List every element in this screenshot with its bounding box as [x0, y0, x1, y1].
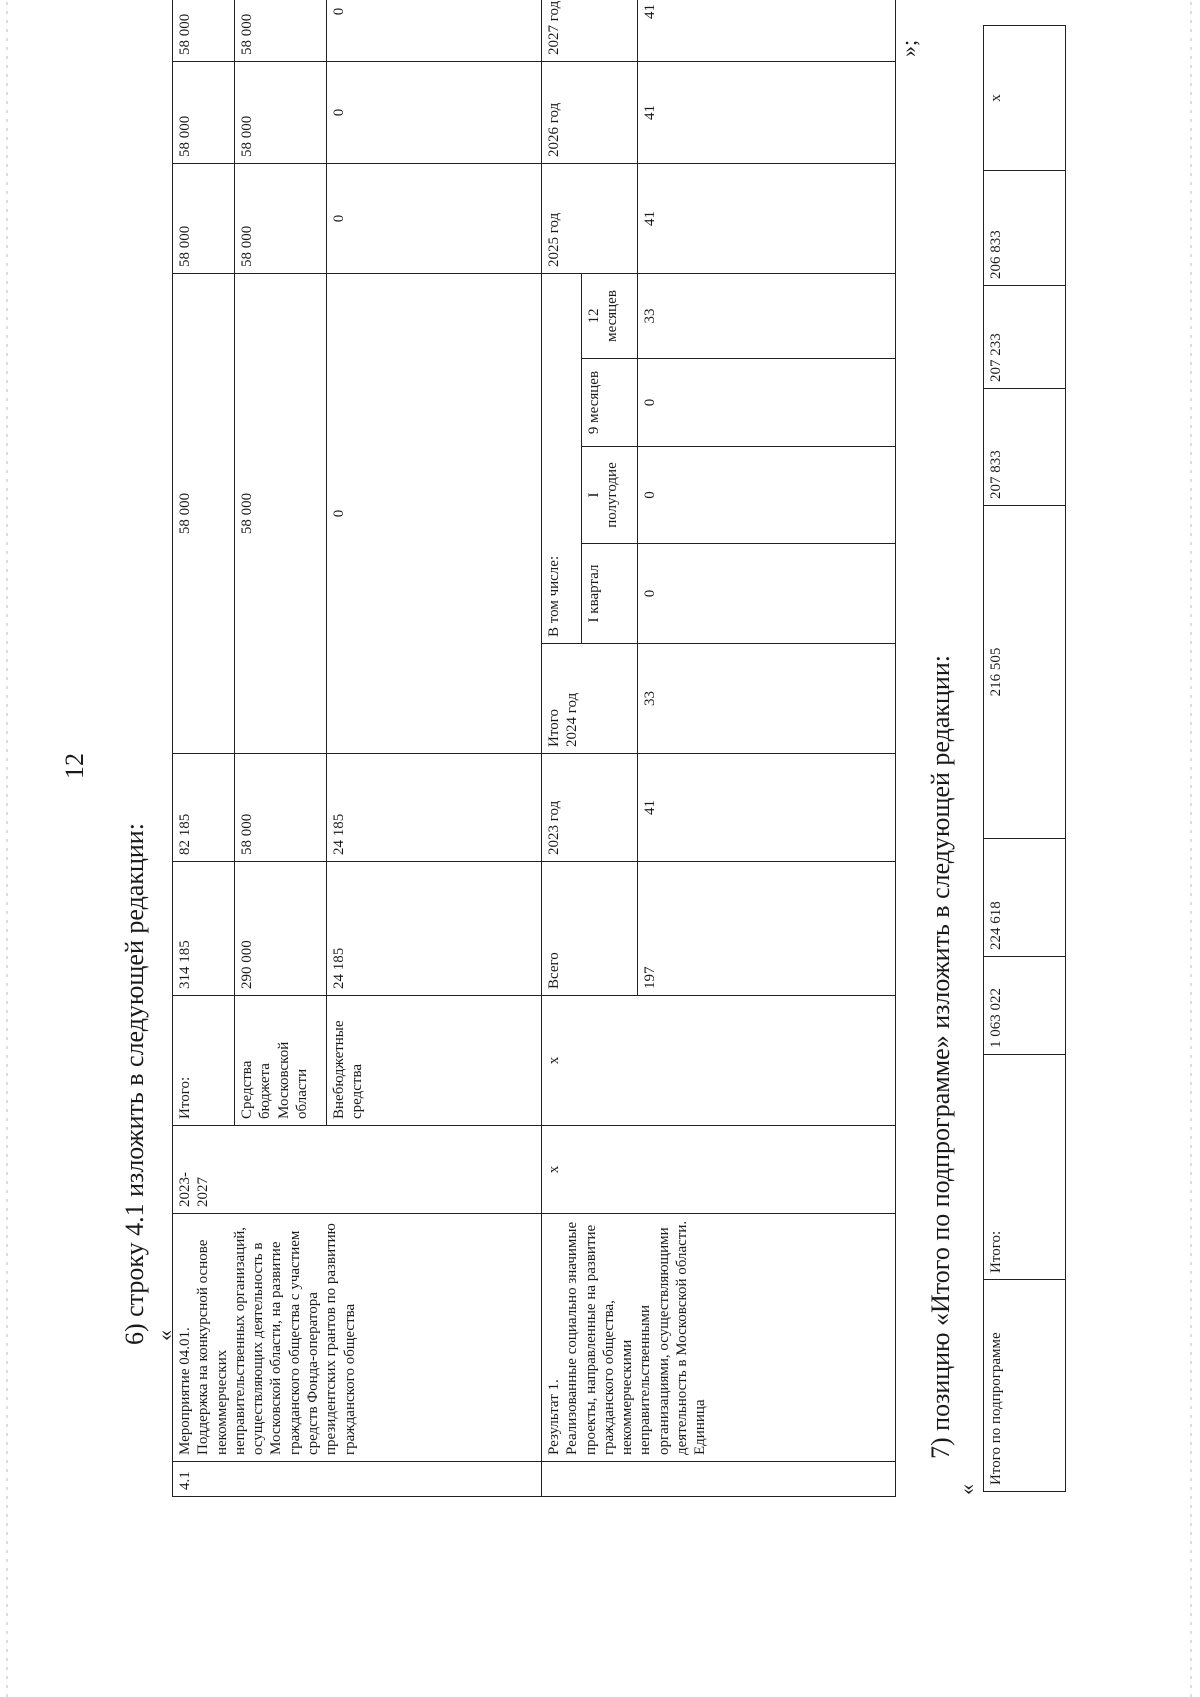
source-budget-2026: 58 000: [235, 61, 327, 163]
subprogram-2027: 206 833: [984, 171, 1066, 286]
section7-open-quote: «: [954, 1484, 979, 1495]
result1-period: х: [542, 1126, 896, 1214]
result1-value-2027: 41: [638, 0, 896, 61]
section6-heading: 6) строку 4.1 изложить в следующей редакции:: [120, 823, 149, 1345]
page-number: 12: [60, 753, 89, 779]
source-total-sum: 314 185: [173, 862, 235, 996]
source-budget-2024: 58 000: [235, 273, 327, 753]
row41-table: [172, 0, 896, 1497]
source-extra-2025: 0: [327, 163, 542, 273]
result1-header-m9: 9 месяцев: [582, 359, 638, 447]
scan-noise-top: [6, 0, 8, 1697]
subprogram-total-table: [983, 25, 1066, 1492]
result1-value-m12: 33: [638, 273, 896, 358]
source-total-label: Итого:: [173, 996, 235, 1126]
source-extra-2027: 0: [327, 0, 542, 61]
row41-event: Мероприятие 04.01. Поддержка на конкурсной основе некоммерческих неправительственных организаций, осуществляющих деятельность в Московской области, на развитие гражданского общества с участием средств Фонда-оператора президентских грантов по развитию гражданского общества: [173, 1214, 542, 1462]
source-budget-label: Средства бюджета Московской области: [235, 996, 327, 1126]
result1-header-2027: 2027 год: [542, 0, 638, 61]
subprogram-2026: 207 233: [984, 286, 1066, 389]
subprogram-label: Итого:: [984, 1055, 1066, 1280]
subprogram-name: Итого по подпрограмме: [984, 1280, 1066, 1492]
result1-value-m9: 0: [638, 359, 896, 447]
source-total-2024: 58 000: [173, 273, 235, 753]
scan-noise-bottom: [1190, 0, 1192, 1697]
subprogram-2023: 224 618: [984, 839, 1066, 957]
result1-header-2025: 2025 год: [542, 163, 638, 273]
result1-value-2024-total: 33: [638, 644, 896, 754]
source-total-2027: 58 000: [173, 0, 235, 61]
source-extra-2023: 24 185: [327, 754, 542, 862]
result1-value-total: 197: [638, 862, 896, 996]
source-total-2023: 82 185: [173, 754, 235, 862]
result1-value-2025: 41: [638, 163, 896, 273]
result1-number-cell: [542, 1462, 896, 1497]
closing-quote: »;: [896, 39, 921, 57]
result1-header-2024-total: Итого 2024 год: [542, 644, 638, 754]
section7-heading: 7) позицию «Итого по подпрограмме» изложить в следующей редакции:: [926, 655, 955, 1459]
row41-number: 4.1: [173, 1462, 542, 1497]
source-budget-2023: 58 000: [235, 754, 327, 862]
result1-value-h1: 0: [638, 447, 896, 544]
source-budget-2027: 58 000: [235, 0, 327, 61]
result1-header-2026: 2026 год: [542, 61, 638, 163]
result1-header-2023: 2023 год: [542, 754, 638, 862]
result1-source: х: [542, 996, 896, 1126]
result1-header-incl: В том числе:: [542, 273, 582, 643]
row41-period: 2023- 2027: [173, 1126, 542, 1214]
result1-header-total: Всего: [542, 862, 638, 996]
result1-value-2026: 41: [638, 61, 896, 163]
source-budget-2025: 58 000: [235, 163, 327, 273]
result1-value-q1: 0: [638, 544, 896, 644]
result1-header-h1: I полугодие: [582, 447, 638, 544]
section6-open-quote: «: [152, 1330, 177, 1341]
source-extra-2026: 0: [327, 61, 542, 163]
subprogram-total: 1 063 022: [984, 957, 1066, 1055]
source-extra-sum: 24 185: [327, 862, 542, 996]
subprogram-2024: 216 505: [984, 506, 1066, 839]
source-total-2025: 58 000: [173, 163, 235, 273]
source-budget-sum: 290 000: [235, 862, 327, 996]
result1-value-2023: 41: [638, 754, 896, 862]
result1-header-q1: I квартал: [582, 544, 638, 644]
source-total-2026: 58 000: [173, 61, 235, 163]
source-extra-label: Внебюджетные средства: [327, 996, 542, 1126]
subprogram-executor: х: [984, 26, 1066, 171]
result1-header-m12: 12 месяцев: [582, 273, 638, 358]
result1-label: Результат 1. Реализованные социально значимые проекты, направленные на развитие гражданского общества, некоммерческими неправительственными организациями, осуществляющими деятельность в Московской области. Единица: [542, 1214, 896, 1462]
source-extra-2024: 0: [327, 273, 542, 753]
subprogram-2025: 207 833: [984, 389, 1066, 506]
